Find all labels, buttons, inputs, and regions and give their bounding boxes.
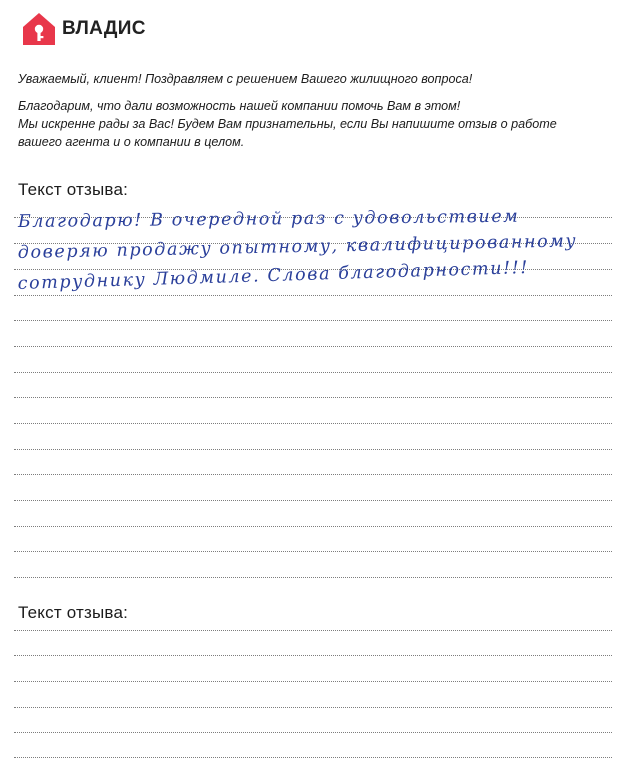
ruled-line [14,732,612,733]
intro-line-1: Уважаемый, клиент! Поздравляем с решением Вашего жилищного вопроса! [18,72,473,86]
ruled-line [14,630,612,631]
ruled-line [14,655,612,656]
brand-name: ВЛАДИС [62,18,146,39]
ruled-line [14,500,612,501]
handwritten-line-1: Благодарю! В очередной раз с удовольствием [17,206,520,232]
ruled-line [14,397,612,398]
review-heading: Текст отзыва: [18,180,129,199]
ruled-line [14,681,612,682]
intro-line-4: вашего агента и о компании в целом. [18,135,245,149]
review-heading-repeat: Текст отзыва: [18,603,129,622]
ruled-line [14,474,612,475]
ruled-lines [14,0,614,768]
ruled-line [14,551,612,552]
ruled-line [14,577,612,578]
handwritten-review [17,206,618,325]
ruled-line [14,423,612,424]
handwritten-line-2: доверяю продажу опытному, квалифицированному [17,231,578,263]
ruled-line [14,449,612,450]
handwritten-line-3: сотруднику Людмиле. Слова благодарности!!! [17,257,530,294]
intro-line-3: Мы искренне рады за Вас! Будем Вам признательны, если Вы напишите отзыв о работе [18,117,557,131]
ruled-line [14,526,612,527]
ruled-line [14,346,612,347]
ruled-line [14,707,612,708]
ruled-line [14,757,612,758]
ruled-line [14,372,612,373]
intro-line-2: Благодарим, что дали возможность нашей компании помочь Вам в этом! [18,99,461,113]
